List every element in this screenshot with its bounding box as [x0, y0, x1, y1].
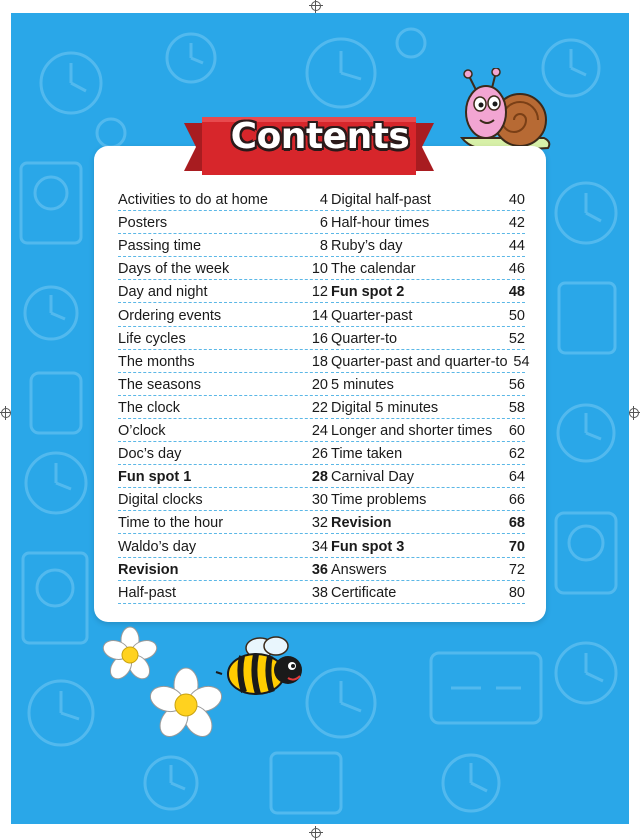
toc-entry-title: The calendar	[331, 261, 416, 278]
toc-row	[331, 211, 525, 234]
toc-row	[331, 442, 525, 465]
toc-page-number: 50	[508, 307, 525, 324]
toc-entry-title: The clock	[118, 399, 181, 416]
toc-page-number: 80	[508, 584, 525, 601]
toc-row	[331, 327, 525, 350]
toc-page-number: 60	[508, 423, 525, 440]
toc-entry-title: Doc’s day	[118, 446, 182, 463]
toc-entry-title: The seasons	[118, 376, 202, 393]
toc-page-number: 8	[319, 238, 328, 255]
toc-page-number: 24	[311, 423, 328, 440]
toc-entry-title: Activities to do at home	[118, 192, 268, 209]
toc-page-number: 58	[508, 399, 525, 416]
toc-row	[118, 465, 328, 488]
toc-page-number: 28	[311, 469, 328, 486]
toc-page-number: 56	[508, 376, 525, 393]
toc-row	[331, 257, 525, 280]
toc-entry-title: Digital half-past	[331, 192, 431, 209]
toc-page-number: 18	[311, 353, 328, 370]
contents-column-right	[331, 188, 530, 604]
toc-page-number: 34	[311, 538, 328, 555]
toc-row	[331, 234, 525, 257]
toc-entry-title: Quarter-past and quarter-to	[331, 353, 508, 370]
toc-row	[331, 373, 525, 396]
contents-panel	[94, 146, 546, 622]
toc-entry-title: Longer and shorter times	[331, 423, 493, 440]
toc-row	[118, 303, 328, 326]
toc-page-number: 40	[508, 192, 525, 209]
page-title: Contents	[230, 116, 410, 157]
toc-page-number: 30	[311, 492, 328, 509]
toc-row	[118, 327, 328, 350]
toc-entry-title: Fun spot 1	[118, 469, 192, 486]
toc-row	[118, 534, 328, 557]
toc-entry-title: Half-past	[118, 584, 177, 601]
toc-page-number: 62	[508, 446, 525, 463]
toc-page-number: 66	[508, 492, 525, 509]
toc-entry-title: Digital 5 minutes	[331, 399, 439, 416]
toc-page-number: 16	[311, 330, 328, 347]
toc-page-number: 72	[508, 561, 525, 578]
toc-page-number: 44	[508, 238, 525, 255]
toc-entry-title: Day and night	[118, 284, 208, 301]
toc-row	[331, 396, 525, 419]
toc-page-number: 36	[311, 561, 328, 578]
toc-row	[118, 350, 328, 373]
toc-entry-title: Waldo’s day	[118, 538, 197, 555]
toc-page-number: 10	[311, 261, 328, 278]
toc-entry-title: Certificate	[331, 584, 397, 601]
toc-page-number: 64	[508, 469, 525, 486]
toc-row	[331, 188, 525, 211]
toc-row	[118, 442, 328, 465]
toc-row	[331, 488, 525, 511]
toc-page-number: 14	[311, 307, 328, 324]
toc-row	[331, 280, 525, 303]
toc-entry-title: Answers	[331, 561, 387, 578]
toc-row	[118, 211, 328, 234]
toc-row	[118, 373, 328, 396]
toc-entry-title: Fun spot 3	[331, 538, 405, 555]
toc-row	[118, 488, 328, 511]
toc-page-number: 54	[513, 353, 530, 370]
toc-entry-title: Carnival Day	[331, 469, 414, 486]
toc-row	[118, 581, 328, 604]
toc-entry-title: Life cycles	[118, 330, 186, 347]
toc-entry-title: The months	[118, 353, 195, 370]
toc-row	[118, 558, 328, 581]
crop-mark-bottom	[311, 828, 321, 838]
toc-row	[118, 188, 328, 211]
crop-mark-left	[1, 408, 11, 418]
toc-page-number: 12	[311, 284, 328, 301]
toc-row	[118, 257, 328, 280]
toc-entry-title: 5 minutes	[331, 376, 394, 393]
toc-row	[331, 534, 525, 557]
toc-entry-title: Revision	[118, 561, 179, 578]
toc-row	[118, 511, 328, 534]
toc-entry-title: Days of the week	[118, 261, 230, 278]
toc-entry-title: Ordering events	[118, 307, 222, 324]
toc-page-number: 70	[508, 538, 525, 555]
toc-row	[331, 419, 525, 442]
toc-page-number: 32	[311, 515, 328, 532]
toc-page-number: 22	[311, 399, 328, 416]
toc-row	[331, 558, 525, 581]
toc-row	[118, 419, 328, 442]
toc-page-number: 4	[319, 192, 328, 209]
toc-page-number: 38	[311, 584, 328, 601]
toc-page-number: 26	[311, 446, 328, 463]
crop-mark-top	[311, 1, 321, 11]
toc-row	[331, 465, 525, 488]
toc-row	[331, 511, 525, 534]
toc-page-number: 48	[508, 284, 525, 301]
toc-row	[331, 303, 525, 326]
toc-entry-title: Quarter-to	[331, 330, 398, 347]
toc-entry-title: Time problems	[331, 492, 427, 509]
bee-illustration	[212, 636, 312, 700]
toc-entry-title: O’clock	[118, 423, 166, 440]
toc-entry-title: Quarter-past	[331, 307, 413, 324]
crop-mark-right	[629, 408, 639, 418]
toc-row	[118, 234, 328, 257]
toc-entry-title: Revision	[331, 515, 392, 532]
toc-page-number: 68	[508, 515, 525, 532]
toc-entry-title: Passing time	[118, 238, 202, 255]
toc-row	[118, 396, 328, 419]
toc-entry-title: Fun spot 2	[331, 284, 405, 301]
toc-page-number: 52	[508, 330, 525, 347]
toc-page-number: 42	[508, 215, 525, 232]
toc-entry-title: Time taken	[331, 446, 403, 463]
toc-page-number: 46	[508, 261, 525, 278]
toc-row	[118, 280, 328, 303]
contents-column-left	[118, 188, 328, 604]
toc-entry-title: Digital clocks	[118, 492, 203, 509]
toc-row	[331, 350, 530, 373]
toc-entry-title: Ruby’s day	[331, 238, 403, 255]
toc-row	[331, 581, 525, 604]
toc-entry-title: Time to the hour	[118, 515, 224, 532]
toc-page-number: 20	[311, 376, 328, 393]
toc-entry-title: Half-hour times	[331, 215, 430, 232]
toc-page-number: 6	[319, 215, 328, 232]
toc-entry-title: Posters	[118, 215, 168, 232]
